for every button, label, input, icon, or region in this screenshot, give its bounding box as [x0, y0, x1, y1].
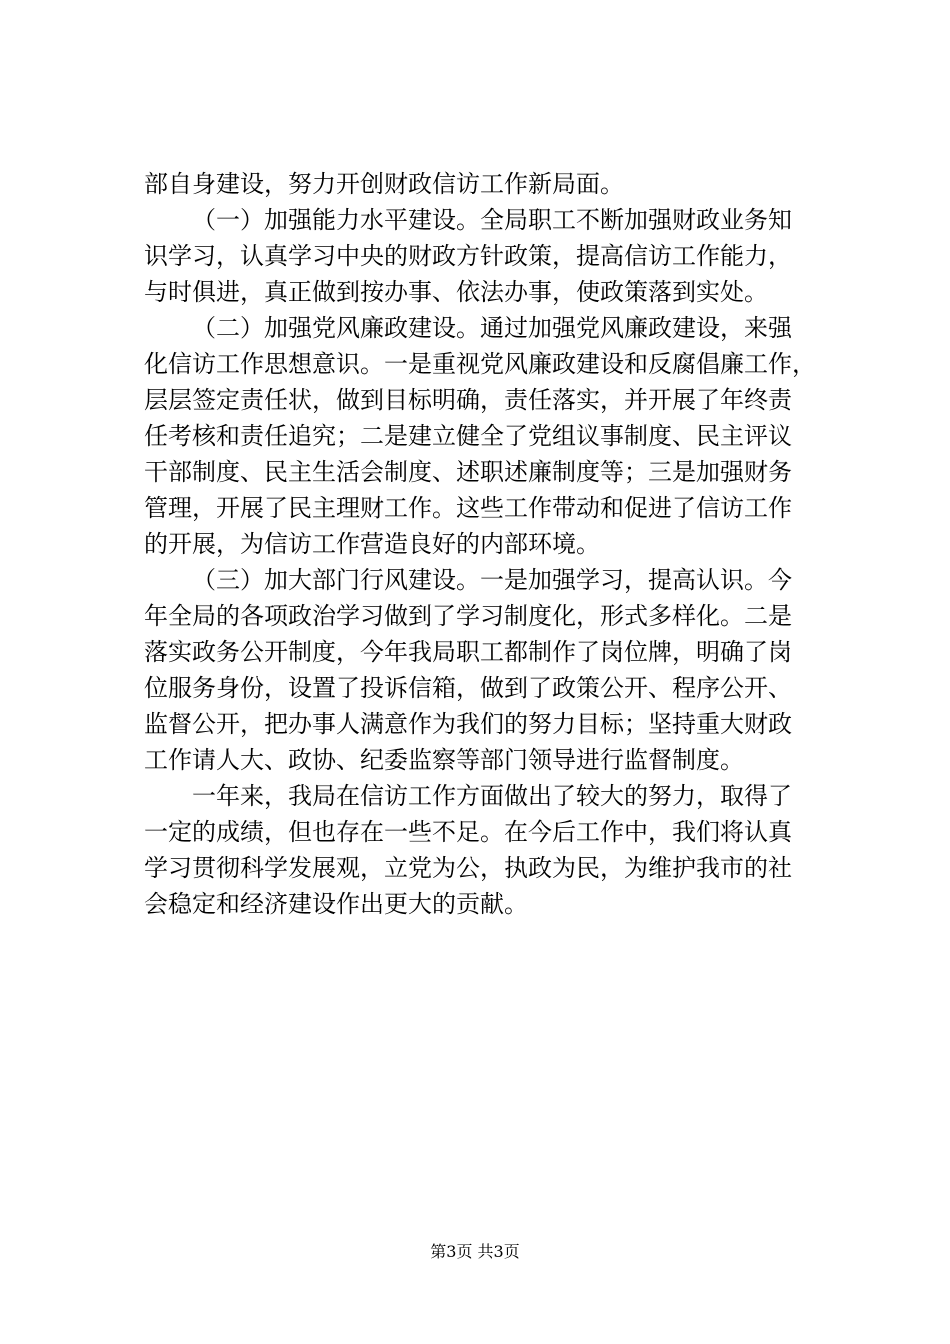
text-line: 学习贯彻科学发展观，立党为公，执政为民，为维护我市的社: [144, 854, 792, 882]
text-line: 部自身建设，努力开创财政信访工作新局面。: [144, 170, 624, 198]
text-line: 的开展，为信访工作营造良好的内部环境。: [144, 530, 600, 558]
text-line: 化信访工作思想意识。一是重视党风廉政建设和反腐倡廉工作，: [144, 350, 816, 378]
text-line: 年全局的各项政治学习做到了学习制度化，形式多样化。二是: [144, 602, 792, 630]
text-line: 监督公开，把办事人满意作为我们的努力目标；坚持重大财政: [144, 710, 792, 738]
text-line: 会稳定和经济建设作出更大的贡献。: [144, 890, 528, 918]
paragraph-4-start: 一年来，我局在信访工作方面做出了较大的努力，取得了: [192, 782, 792, 810]
paragraph-3-start: （三）加大部门行风建设。一是加强学习，提高认识。今: [192, 566, 792, 594]
text-line: 位服务身份，设置了投诉信箱，做到了政策公开、程序公开、: [144, 674, 792, 702]
text-line: 与时俱进，真正做到按办事、依法办事，使政策落到实处。: [144, 278, 768, 306]
text-line: 管理，开展了民主理财工作。这些工作带动和促进了信访工作: [144, 494, 792, 522]
text-line: 工作请人大、政协、纪委监察等部门领导进行监督制度。: [144, 746, 744, 774]
text-line: 层层签定责任状，做到目标明确，责任落实，并开展了年终责: [144, 386, 792, 414]
paragraph-2-start: （二）加强党风廉政建设。通过加强党风廉政建设，来强: [192, 314, 792, 342]
paragraph-1-start: （一）加强能力水平建设。全局职工不断加强财政业务知: [192, 206, 792, 234]
text-line: 任考核和责任追究；二是建立健全了党组议事制度、民主评议: [144, 422, 792, 450]
text-line: 一定的成绩，但也存在一些不足。在今后工作中，我们将认真: [144, 818, 792, 846]
text-line: 干部制度、民主生活会制度、述职述廉制度等；三是加强财务: [144, 458, 792, 486]
text-line: 识学习，认真学习中央的财政方针政策，提高信访工作能力，: [144, 242, 792, 270]
text-line: 落实政务公开制度，今年我局职工都制作了岗位牌，明确了岗: [144, 638, 792, 666]
page-number-footer: 第3页 共3页: [430, 1242, 520, 1261]
